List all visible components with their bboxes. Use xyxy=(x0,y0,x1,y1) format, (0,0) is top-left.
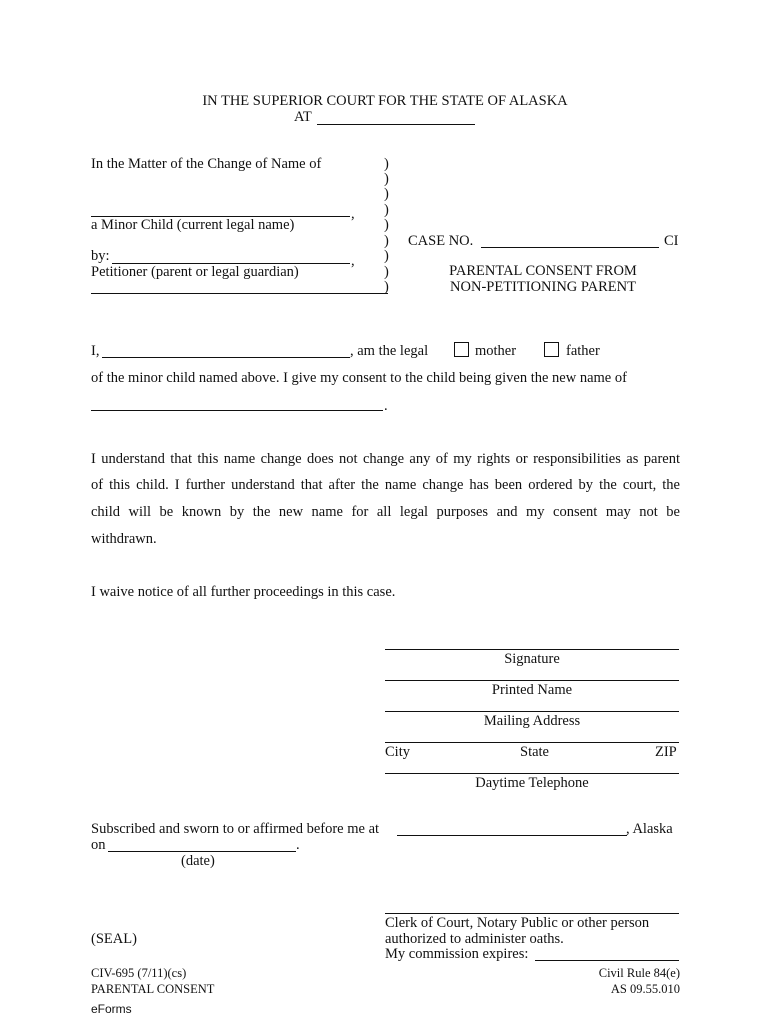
sworn-date-field[interactable] xyxy=(108,851,296,852)
subscribed-text: Subscribed and sworn to or affirmed before me at xyxy=(91,821,380,837)
eforms-brand: eForms xyxy=(91,1002,132,1016)
telephone-field[interactable] xyxy=(385,773,679,774)
i-label: I, xyxy=(91,343,100,359)
caption-paren: ) xyxy=(384,233,389,249)
on-label: on xyxy=(91,837,106,853)
caption-paren: ) xyxy=(384,202,389,218)
understand-text-1: I understand that this name change does not change any of my rights or responsibilities as parent xyxy=(91,451,680,467)
am-legal-label: , am the legal xyxy=(350,343,429,359)
city-label: City xyxy=(385,744,410,760)
mailing-address-field[interactable] xyxy=(385,711,679,712)
mailing-address-label: Mailing Address xyxy=(483,713,581,729)
father-checkbox[interactable] xyxy=(544,342,559,357)
understand-line-1 xyxy=(91,452,680,467)
printed-name-label: Printed Name xyxy=(491,682,573,698)
new-name-period: . xyxy=(384,398,388,414)
by-label: by: xyxy=(91,248,110,264)
matter-label: In the Matter of the Change of Name of xyxy=(91,156,322,172)
case-suffix: CI xyxy=(664,233,679,249)
consent-text: of the minor child named above. I give my consent to the child being given the new name of xyxy=(91,370,627,386)
court-heading: IN THE SUPERIOR COURT FOR THE STATE OF ALASKA xyxy=(202,93,568,109)
daytime-telephone-label: Daytime Telephone xyxy=(475,775,589,791)
statute: AS 09.55.010 xyxy=(610,982,680,996)
understand-line-3 xyxy=(91,505,680,520)
date-period: . xyxy=(296,837,300,853)
zip-label: ZIP xyxy=(655,744,677,760)
understand-line-2 xyxy=(91,478,680,493)
signature-field[interactable] xyxy=(385,649,679,650)
petitioner-label: Petitioner (parent or legal guardian) xyxy=(91,264,299,280)
caption-paren: ) xyxy=(384,279,389,295)
sworn-location-field[interactable] xyxy=(397,835,627,836)
document-title-line1: PARENTAL CONSENT FROM xyxy=(449,263,637,279)
minor-child-label: a Minor Child (current legal name) xyxy=(91,217,295,233)
by-comma: , xyxy=(351,253,355,269)
petitioner-extra-field[interactable] xyxy=(91,293,388,294)
civil-rule: Civil Rule 84(e) xyxy=(598,966,680,980)
form-name: PARENTAL CONSENT xyxy=(91,982,215,996)
mother-label: mother xyxy=(475,343,517,359)
clerk-line-2: authorized to administer oaths. xyxy=(385,931,564,947)
alaska-label: , Alaska xyxy=(626,821,673,837)
form-number: CIV-695 (7/11)(cs) xyxy=(91,966,187,980)
at-location-field[interactable] xyxy=(317,124,475,125)
signature-label: Signature xyxy=(504,651,560,667)
understand-text-2: of this child. I further understand that after the name change has been ordered by the court, the xyxy=(91,477,680,493)
caption-paren: ) xyxy=(384,264,389,280)
caption-paren: ) xyxy=(384,248,389,264)
clerk-line-1: Clerk of Court, Notary Public or other person xyxy=(385,915,650,931)
case-number-field[interactable] xyxy=(481,247,659,248)
father-label: father xyxy=(566,343,600,359)
case-no-label: CASE NO. xyxy=(408,233,474,249)
new-name-field[interactable] xyxy=(91,410,383,411)
mother-checkbox[interactable] xyxy=(454,342,469,357)
caption-paren: ) xyxy=(384,156,389,172)
caption-paren: ) xyxy=(384,217,389,233)
clerk-signature-field[interactable] xyxy=(385,913,679,914)
understand-line-4: withdrawn. xyxy=(91,531,157,547)
understand-text-3: child will be known by the new name for all legal purposes and my consent may not be xyxy=(91,504,680,520)
city-state-zip-field[interactable] xyxy=(385,742,679,743)
waive-text: I waive notice of all further proceedings in this case. xyxy=(91,584,396,600)
state-label: State xyxy=(520,744,549,760)
commission-expires-field[interactable] xyxy=(535,960,679,961)
at-label: AT xyxy=(294,109,312,125)
document-title-line2: NON-PETITIONING PARENT xyxy=(450,279,636,295)
printed-name-field[interactable] xyxy=(385,680,679,681)
date-label: (date) xyxy=(181,853,215,869)
seal-label: (SEAL) xyxy=(91,931,137,947)
caption-paren: ) xyxy=(384,171,389,187)
caption-paren: ) xyxy=(384,186,389,202)
parent-name-field[interactable] xyxy=(102,357,350,358)
minor-comma: , xyxy=(351,206,355,222)
commission-label: My commission expires: xyxy=(385,946,529,962)
